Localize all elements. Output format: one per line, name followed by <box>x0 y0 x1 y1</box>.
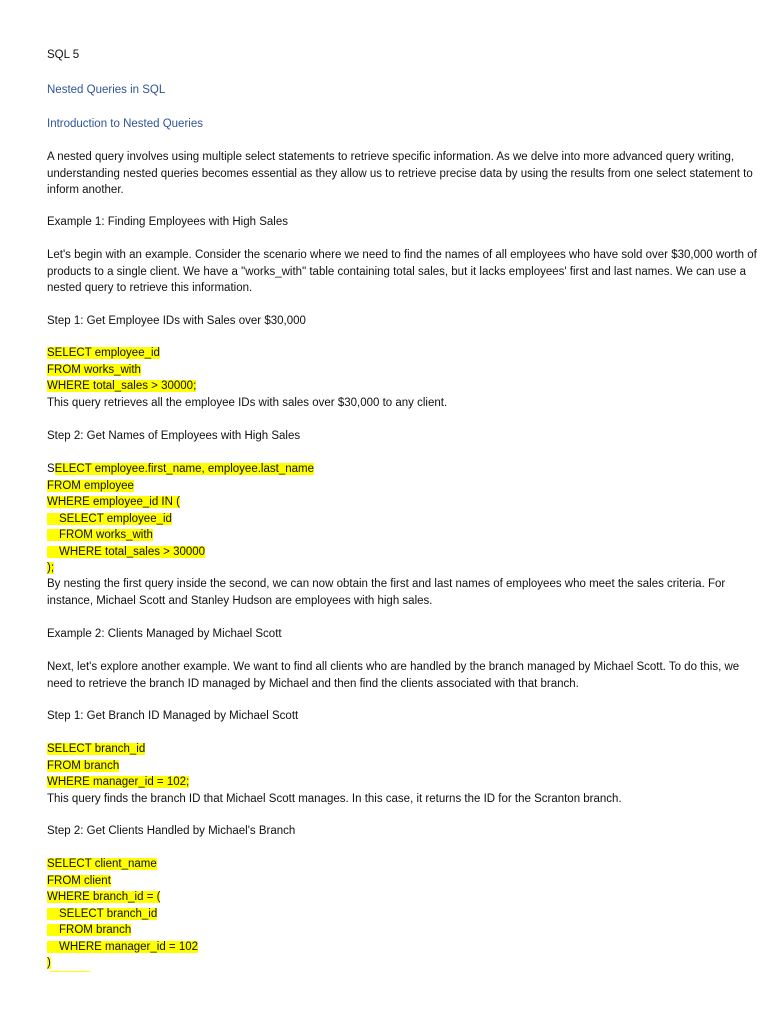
code-line: WHERE manager_id = 102; <box>47 776 190 788</box>
code-line: SELECT branch_id <box>47 743 146 755</box>
code-line: WHERE employee_id IN ( <box>47 496 180 508</box>
code-line: SELECT client_name <box>47 858 157 870</box>
code-line: FROM branch <box>47 922 198 939</box>
section-heading: Introduction to Nested Queries <box>47 118 203 130</box>
code-explanation: By nesting the first query inside the second, we can now obtain the first and last names of employees who meet the sales criteria. For instance, Michael Scott and Stanley Hudson are employees with high sales. <box>47 578 726 607</box>
code-line: SELECT branch_id <box>47 906 198 923</box>
code-line: ) <box>47 957 51 969</box>
example-1-step-2-heading: Step 2: Get Names of Employees with High Sales <box>47 430 301 442</box>
example-2-step-1-heading: Step 1: Get Branch ID Managed by Michael Scott <box>47 710 299 722</box>
code-block <box>47 856 198 972</box>
code-explanation: This query finds the branch ID that Michael Scott manages. In this case, it returns the ID for the Scranton branch. <box>47 792 622 805</box>
code-line: WHERE manager_id = 102 <box>47 939 198 956</box>
text-cursor-underline <box>50 971 90 972</box>
example-2-heading: Example 2: Clients Managed by Michael Scott <box>47 628 282 640</box>
code-line: FROM employee <box>47 479 134 492</box>
code-line: WHERE total_sales > 30000 <box>47 544 314 561</box>
code-block <box>47 345 447 411</box>
intro-paragraph: A nested query involves using multiple select statements to retrieve specific information. As we delve into more advanced query writing, understanding nested queries becomes essential as they allow us to retrieve precise data by using the results from one select statement to inform another. <box>47 151 753 196</box>
example-1-step-1-heading: Step 1: Get Employee IDs with Sales over $30,000 <box>47 315 306 327</box>
code-line: FROM branch <box>47 759 120 772</box>
example-1-heading: Example 1: Finding Employees with High Sales <box>47 216 288 228</box>
example-1-paragraph: Let's begin with an example. Consider the scenario where we need to find the names of all employees who have sold over $30,000 worth of products to a single client. We have a "works_with" table containing total sales, but it lacks employees' first and last names. We can use a nested query to retrieve this information. <box>47 249 757 294</box>
code-line: SELECT employee_id <box>47 511 314 528</box>
code-line: FROM client <box>47 874 111 887</box>
code-line: SELECT employee_id <box>47 347 160 359</box>
page-title: Nested Queries in SQL <box>47 84 166 96</box>
code-explanation: This query retrieves all the employee IDs with sales over $30,000 to any client. <box>47 396 448 409</box>
code-block <box>47 741 622 807</box>
code-block <box>47 461 314 577</box>
code-line: FROM works_with <box>47 527 314 544</box>
code-line: SELECT employee.first_name, employee.last_name <box>47 463 314 475</box>
code-line: WHERE total_sales > 30000; <box>47 380 197 392</box>
example-2-paragraph: Next, let's explore another example. We want to find all clients who are handled by the branch managed by Michael Scott. To do this, we need to retrieve the branch ID managed by Michael and then find the clients associated with that branch. <box>47 661 740 690</box>
code-line: ); <box>47 562 55 574</box>
code-line: FROM works_with <box>47 363 141 376</box>
doc-label: SQL 5 <box>47 49 80 61</box>
code-line: WHERE branch_id = ( <box>47 891 161 903</box>
example-2-step-2-heading: Step 2: Get Clients Handled by Michael's Branch <box>47 825 296 837</box>
